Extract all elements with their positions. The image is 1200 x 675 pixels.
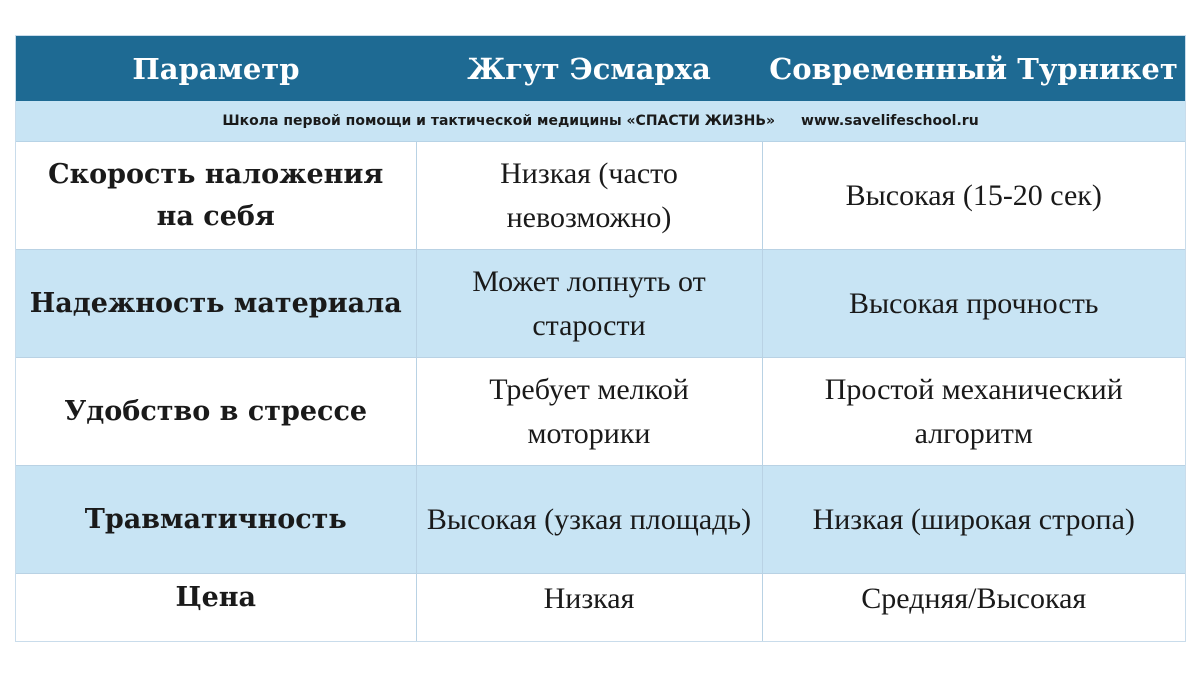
column-header-esmarch: Жгут Эсмарха [416, 36, 762, 101]
row-tourniquet-value: Низкая (широкая стропа) [762, 466, 1185, 574]
school-website: www.savelifeschool.ru [801, 113, 979, 129]
row-parameter: Удобство в стрессе [16, 358, 416, 466]
school-banner [16, 101, 1185, 142]
row-parameter: Травматичность [16, 466, 416, 574]
table-header-row [16, 36, 1185, 101]
row-tourniquet-value: Высокая прочность [762, 250, 1185, 358]
row-tourniquet-value: Средняя/Высокая [861, 582, 1087, 615]
table-row [16, 358, 1185, 466]
row-tourniquet-value: Высокая (15-20 сек) [762, 142, 1185, 250]
table-row [16, 466, 1185, 574]
school-name: Школа первой помощи и тактической медицины «СПАСТИ ЖИЗНЬ» [222, 113, 776, 129]
row-tourniquet-value: Простой механический алгоритм [762, 358, 1185, 466]
row-parameter: Цена [16, 574, 416, 642]
row-esmarch-value: Требует мелкой моторики [416, 358, 762, 466]
column-header-tourniquet: Современный Турникет [762, 36, 1185, 101]
row-esmarch-value: Высокая (узкая площадь) [416, 466, 762, 574]
row-parameter: Скорость наложения на себя [16, 142, 416, 250]
banner-row [16, 101, 1185, 142]
table-row [16, 142, 1185, 250]
comparison-table-container [15, 35, 1186, 642]
table-row [16, 574, 1185, 642]
comparison-table [16, 36, 1185, 641]
row-esmarch-value: Низкая (часто невозможно) [416, 142, 762, 250]
row-parameter: Надежность материала [16, 250, 416, 358]
table-row [16, 250, 1185, 358]
row-esmarch-value: Может лопнуть от старости [416, 250, 762, 358]
row-esmarch-value: Низкая [416, 574, 762, 642]
column-header-parameter: Параметр [16, 36, 416, 101]
